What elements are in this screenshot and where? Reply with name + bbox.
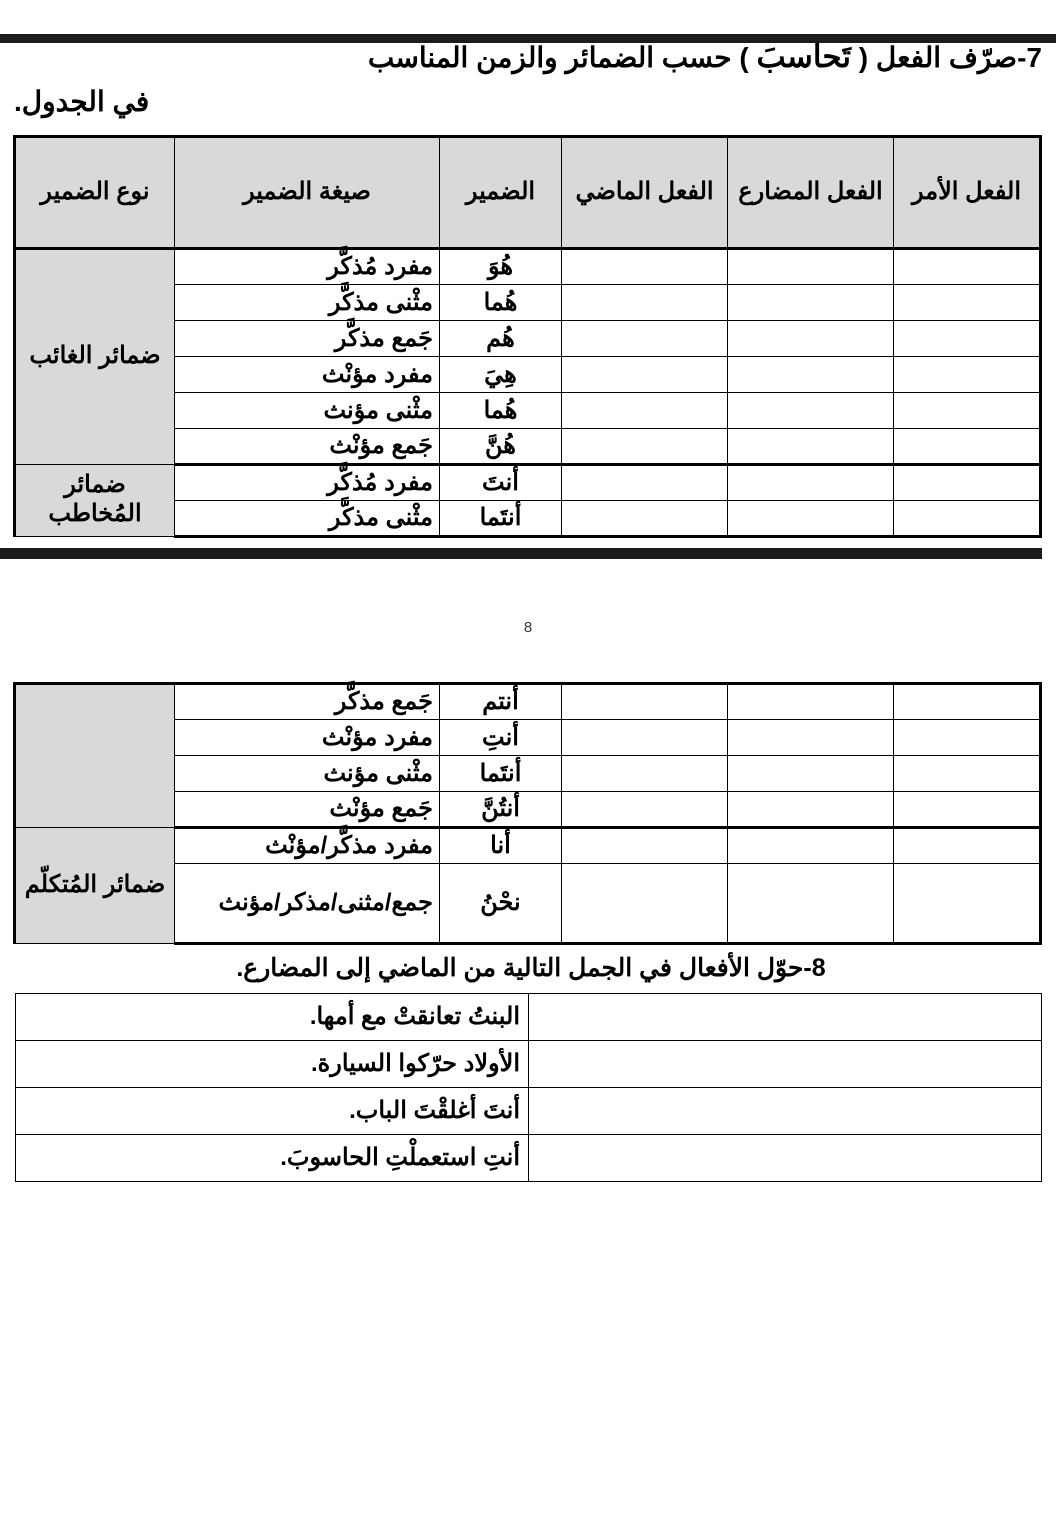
question-8-heading: 8-حوّل الأفعال في الجمل التالية من الماضي إلى المضارع. bbox=[236, 953, 826, 982]
table-header-row bbox=[15, 136, 1041, 248]
cell-pronoun: أنتَما bbox=[440, 755, 562, 791]
cell-imperative[interactable] bbox=[894, 719, 1041, 755]
cell-past[interactable] bbox=[562, 719, 728, 755]
table-row bbox=[16, 1087, 1042, 1134]
cell-pronoun: هُم bbox=[440, 320, 562, 356]
header-pronoun: الضمير bbox=[440, 136, 562, 248]
cell-past[interactable] bbox=[562, 428, 728, 464]
page-number: 8 bbox=[523, 618, 533, 636]
cell-past[interactable] bbox=[562, 392, 728, 428]
cell-present[interactable] bbox=[728, 284, 894, 320]
table-row bbox=[15, 248, 1041, 284]
cell-form: جمع/مثنى/مذكر/مؤنث bbox=[175, 863, 440, 943]
cell-present[interactable] bbox=[728, 755, 894, 791]
cell-pronoun: هُما bbox=[440, 392, 562, 428]
transform-table bbox=[15, 993, 1042, 1182]
cell-pronoun: نحْنُ bbox=[440, 863, 562, 943]
cell-present[interactable] bbox=[728, 320, 894, 356]
cell-present[interactable] bbox=[728, 863, 894, 943]
cell-answer[interactable] bbox=[529, 1087, 1042, 1134]
cell-form: جَمع مذكَّر bbox=[175, 320, 440, 356]
cell-form: مثْنى مؤنث bbox=[175, 755, 440, 791]
cell-past[interactable] bbox=[562, 500, 728, 536]
cell-past[interactable] bbox=[562, 248, 728, 284]
cell-pronoun-type-absent: ضمائر الغائب bbox=[15, 248, 175, 464]
cell-imperative[interactable] bbox=[894, 356, 1041, 392]
cell-present[interactable] bbox=[728, 791, 894, 827]
header-imperative: الفعل الأمر bbox=[894, 136, 1041, 248]
cell-sentence: أنتَ أغلقْتَ الباب. bbox=[16, 1087, 529, 1134]
cell-pronoun: أنتَما bbox=[440, 500, 562, 536]
page-separator-band bbox=[0, 548, 1042, 559]
cell-past[interactable] bbox=[562, 791, 728, 827]
question-7-heading bbox=[14, 34, 1042, 123]
cell-pronoun-type-speaker: ضمائر المُتكلّم bbox=[15, 827, 175, 943]
cell-pronoun: أنتُنَّ bbox=[440, 791, 562, 827]
cell-pronoun-type-addressee: ضمائر المُخاطب bbox=[15, 464, 175, 536]
header-present: الفعل المضارع bbox=[728, 136, 894, 248]
cell-pronoun-type-addressee-continued bbox=[15, 683, 175, 827]
cell-imperative[interactable] bbox=[894, 392, 1041, 428]
header-pronoun-form: صيغة الضمير bbox=[175, 136, 440, 248]
cell-answer[interactable] bbox=[529, 1040, 1042, 1087]
cell-answer[interactable] bbox=[529, 1134, 1042, 1181]
cell-present[interactable] bbox=[728, 827, 894, 863]
cell-form: جَمع مؤنْث bbox=[175, 428, 440, 464]
cell-form: مفرد مُذكَّر bbox=[175, 248, 440, 284]
conjugation-table-part2 bbox=[13, 682, 1042, 945]
cell-imperative[interactable] bbox=[894, 755, 1041, 791]
cell-pronoun: هِيَ bbox=[440, 356, 562, 392]
cell-past[interactable] bbox=[562, 863, 728, 943]
cell-present[interactable] bbox=[728, 428, 894, 464]
cell-pronoun: هُوَ bbox=[440, 248, 562, 284]
cell-form: جَمع مؤنْث bbox=[175, 791, 440, 827]
cell-past[interactable] bbox=[562, 755, 728, 791]
cell-pronoun: هُنَّ bbox=[440, 428, 562, 464]
cell-past[interactable] bbox=[562, 356, 728, 392]
cell-sentence: البنتُ تعانقتْ مع أمها. bbox=[16, 993, 529, 1040]
table-row bbox=[15, 683, 1041, 719]
cell-imperative[interactable] bbox=[894, 500, 1041, 536]
cell-pronoun: أنتم bbox=[440, 683, 562, 719]
cell-form: مفرد مذكَّر/مؤنْث bbox=[175, 827, 440, 863]
cell-present[interactable] bbox=[728, 392, 894, 428]
cell-past[interactable] bbox=[562, 827, 728, 863]
cell-present[interactable] bbox=[728, 719, 894, 755]
table-row bbox=[16, 1134, 1042, 1181]
cell-imperative[interactable] bbox=[894, 791, 1041, 827]
cell-present[interactable] bbox=[728, 464, 894, 500]
cell-imperative[interactable] bbox=[894, 284, 1041, 320]
cell-pronoun: أنا bbox=[440, 827, 562, 863]
cell-sentence: أنتِ استعملْتِ الحاسوبَ. bbox=[16, 1134, 529, 1181]
table-row bbox=[16, 1040, 1042, 1087]
cell-past[interactable] bbox=[562, 683, 728, 719]
cell-imperative[interactable] bbox=[894, 683, 1041, 719]
q7-suffix: ) حسب الضمائر والزمن المناسب bbox=[367, 42, 749, 73]
cell-imperative[interactable] bbox=[894, 428, 1041, 464]
cell-answer[interactable] bbox=[529, 993, 1042, 1040]
cell-form: مثْنى مذكَّر bbox=[175, 284, 440, 320]
cell-imperative[interactable] bbox=[894, 863, 1041, 943]
page-content bbox=[0, 34, 1056, 1182]
cell-past[interactable] bbox=[562, 464, 728, 500]
cell-present[interactable] bbox=[728, 683, 894, 719]
q7-verb: تَحاسبَ bbox=[756, 39, 851, 74]
cell-imperative[interactable] bbox=[894, 248, 1041, 284]
cell-past[interactable] bbox=[562, 320, 728, 356]
cell-form: مفرد مؤنْث bbox=[175, 719, 440, 755]
cell-form: مثْنى مؤنث bbox=[175, 392, 440, 428]
cell-present[interactable] bbox=[728, 248, 894, 284]
cell-pronoun: أنتَ bbox=[440, 464, 562, 500]
cell-form: جَمع مذكَّر bbox=[175, 683, 440, 719]
table-row bbox=[15, 464, 1041, 500]
header-pronoun-type: نوع الضمير bbox=[15, 136, 175, 248]
q7-prefix: 7-صرّف الفعل ( bbox=[858, 42, 1042, 73]
cell-pronoun: أنتِ bbox=[440, 719, 562, 755]
cell-present[interactable] bbox=[728, 500, 894, 536]
cell-imperative[interactable] bbox=[894, 320, 1041, 356]
cell-past[interactable] bbox=[562, 284, 728, 320]
header-past: الفعل الماضي bbox=[562, 136, 728, 248]
cell-imperative[interactable] bbox=[894, 827, 1041, 863]
worksheet-page bbox=[0, 34, 1056, 1529]
cell-pronoun: هُما bbox=[440, 284, 562, 320]
cell-imperative[interactable] bbox=[894, 464, 1041, 500]
table-row bbox=[15, 827, 1041, 863]
cell-form: مفرد مؤنْث bbox=[175, 356, 440, 392]
cell-form: مثْنى مذكَّر bbox=[175, 500, 440, 536]
cell-present[interactable] bbox=[728, 356, 894, 392]
table-row bbox=[16, 993, 1042, 1040]
conjugation-table-part1 bbox=[13, 135, 1042, 538]
cell-form: مفرد مُذكَّر bbox=[175, 464, 440, 500]
q7-heading-line2: في الجدول. bbox=[14, 85, 150, 117]
cell-sentence: الأولاد حرّكوا السيارة. bbox=[16, 1040, 529, 1087]
